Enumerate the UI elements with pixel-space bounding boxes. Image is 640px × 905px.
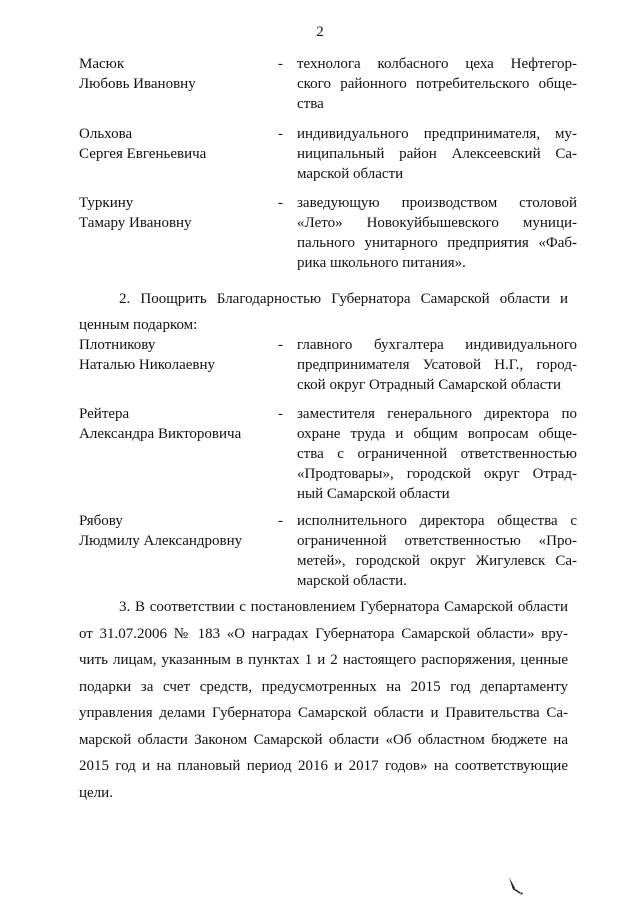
scan-mark-icon xyxy=(506,875,526,902)
dash: - xyxy=(278,337,283,353)
person-position: заместителя генерального директора по охране труда и общим вопросам обще- ства с ограниченной ответственностью «Продтовары», городской округ Отрад- ный Самарской области xyxy=(297,406,577,502)
dash: - xyxy=(278,513,283,529)
dash: - xyxy=(278,56,283,72)
person-name: Плотникову Наталью Николаевну xyxy=(79,337,216,373)
paragraph-2: 2. Поощрить Благодарностью Губернатора Самарской области и ценным подарком: xyxy=(79,291,568,333)
page-number: 2 xyxy=(316,24,324,40)
paragraph-3: 3. В соответствии с постановлением Губернатора Самарской области от 31.07.2006 № 183 «О наградах Губернатора Самарской области» вру- чить лицам, указанным в пунктах 1 и 2 настоящего распоряжения, ценные подарки за счет средств, предусмотренных на 2015 год департаменту управления делами Губернатора Самарской области и Правительства Са- марской области Законом Самарской области «Об областном бюджете на 2015 год и на плановый период 2016 и 2017 годов» на соответствующие цели. xyxy=(79,599,568,801)
person-name: Рябову Людмилу Александровну xyxy=(79,513,243,549)
person-name: Масюк Любовь Ивановну xyxy=(79,56,196,92)
person-position: исполнительного директора общества с ограниченной ответственностью «Про- метей», городской округ Жигулевск Са- марской области. xyxy=(297,513,577,589)
person-position: индивидуального предпринимателя, му- ниципальный район Алексеевский Са- марской области xyxy=(297,126,577,182)
dash: - xyxy=(278,126,283,142)
person-name: Ольхова Сергея Евгеньевича xyxy=(79,126,207,162)
dash: - xyxy=(278,406,283,422)
person-name: Рейтера Александра Викторовича xyxy=(79,406,242,442)
person-position: заведующую производством столовой «Лето» Новокуйбышевского муници- пального унитарного предприятия «Фаб- рика школьного питания». xyxy=(297,195,577,271)
dash: - xyxy=(278,195,283,211)
person-position: главного бухгалтера индивидуального предпринимателя Усатовой Н.Г., город- ской округ Отрадный Самарской области xyxy=(297,337,577,393)
person-position: технолога колбасного цеха Нефтегор- ского районного потребительского обще- ства xyxy=(297,56,577,112)
person-name: Туркину Тамару Ивановну xyxy=(79,195,192,231)
